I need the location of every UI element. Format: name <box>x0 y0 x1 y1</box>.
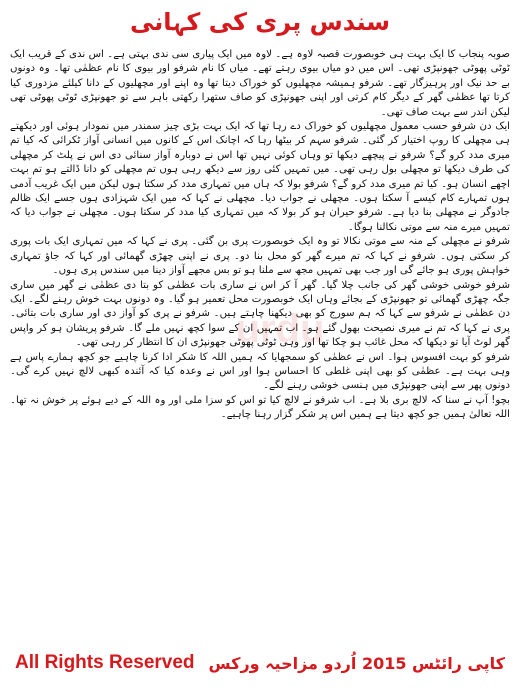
story-paragraph: شرفو خوشی خوشی گھر کی جانب چلا گیا۔ گھر آ کر اس نے ساری بات عظمٰی کو بتا دی عظمٰی نے گھر میں ساری جگہ چھڑی گھمائی تو جھونپڑی کے بجائے وہاں ایک خوبصورت محل تعمیر ہو گیا۔ وہ دونوں بہت خوش رہنے لگے۔ ایک دن عظمٰی نے شرفو سے کہا کہ ہم سورج کو بھی دیکھنا چاہتے ہیں۔ شرفو نے پری کو آواز دی اور ساری بات بتائی۔ پری نے کہا کہ تم نے میری نصیحت بھول گئے ہو۔ اب تمہیں ان کے سوا کچھ نہیں ملے گا۔ شرفو پریشان ہو کر واپس گھر لوٹ آیا تو دیکھا کہ محل غائب ہو چکا تھا اور وہی ٹوٹی پھوٹی جھونپڑی ان کا انتظار کر رہی تھی۔ <box>10 279 510 349</box>
svg-text:urdu: urdu <box>235 307 325 351</box>
story-title: سندس پری کی کہانی <box>130 8 390 36</box>
story-body <box>10 48 510 616</box>
copyright-footer <box>0 648 520 678</box>
story-paragraph: شرفو کو بہت افسوس ہوا۔ اس نے عظمٰی کو سمجھایا کہ ہمیں اللہ کا شکر ادا کرنا چاہیے جو کچھ ہمارے پاس ہے وہی بہت ہے۔ عظمٰی کو بھی اپنی غلطی کا احساس ہوا اور اس نے وعدہ کیا کہ آئندہ کبھی لالچ نہیں کرے گی۔ دونوں پھر سے اپنی جھونپڑی میں ہنسی خوشی رہنے لگے۔ <box>10 351 510 392</box>
story-paragraph: بچو! آپ نے سنا کہ لالچ بری بلا ہے۔ اب شرفو نے لالچ کیا تو اس کو سزا ملی اور وہ اللہ کے دیے ہوئے پر خوش نہ تھا۔ اللہ تعالیٰ ہمیں جو کچھ دیتا ہے ہمیں اس پر شکر گزار رہنا چاہیے۔ <box>10 394 510 421</box>
story-paragraph: ایک دن شرفو حسب معمول مچھلیوں کو خوراک دے رہا تھا کہ ایک بہت بڑی چیز سمندر میں نمودار ہوئی اور دیکھتے ہی مچھلی کا روپ اختیار کر گئی۔ شرفو سہم کر بیٹھا رہا کہ اچانک اس کے کانوں میں انسانی آواز ٹکرائی کہ کیا تم میری مدد کرو گے؟ شرفو نے پیچھے دیکھا تو وہاں کوئی نہیں تھا اس نے دوبارہ آواز سنائی دی اس نے پلٹ کر مچھلی کی طرف دیکھا تو مچھلی بول رہی تھی۔ میں تمہیں کئی روز سے دیکھ رہی ہوں تم مچھلی کو دانا ڈالتے ہو تم بہت اچھے انسان ہو۔ کیا تم میری مدد کرو گے؟ شرفو بولا کہ ہاں میں تمہاری مدد کر سکتا ہوں لیکن میں ایک غریب آدمی ہوں تمہارے کام کیسے آ سکتا ہوں۔ مچھلی نے جواب دیا۔ مچھلی نے کہا کہ میں ایک شہزادی ہوں جسے ایک ظالم جادوگر نے مچھلی بنا دیا ہے۔ شرفو حیران ہو کر بولا کہ میں تمہاری کیا مدد کر سکتا ہوں۔ مچھلی نے جواب دیا کہ تمہیں میرے منہ سے موتی نکالنا ہوگا۔ <box>10 121 510 233</box>
rights-reserved-label: All Rights Reserved <box>15 652 195 673</box>
copyright-urdu-label: کاپی رائٹس 2015 اُردو مزاحیہ ورکس <box>208 653 505 673</box>
story-paragraph: صوبہ پنجاب کا ایک بہت ہی خوبصورت قصبہ لاوہ ہے۔ لاوہ میں ایک پیاری سی ندی بہتی ہے۔ اس ندی کے قریب ایک ٹوٹی پھوٹی جھونپڑی تھی۔ اس میں دو میاں بیوی رہتے تھے۔ میاں کا نام شرفو اور بیوی کا نام عظمٰی تھا۔ وہ دونوں بے حد نیک اور پرہیزگار تھے۔ شرفو ہمیشہ مچھلیوں کو خوراک دیتا تھا وہ اپنے اور مچھلیوں کے دانا کیلئے مزدوری کیا کرتا تھا عظمٰی گھر کے دیگر کام کرتی اور اپنی جھونپڑی کو صاف ستھرا رکھتی باہر سے تو جھونپڑی ٹوٹی پھوٹی تھی لیکن اندر سے بہت صاف تھی۔ <box>10 49 510 118</box>
story-paragraph: شرفو نے مچھلی کے منہ سے موتی نکالا تو وہ ایک خوبصورت پری بن گئی۔ پری نے کہا کہ میں تمہاری ایک بات پوری کر سکتی ہوں۔ شرفو نے کہا کہ تم میرے گھر کو محل بنا دو۔ پری نے اپنی چھڑی گھمائی اور کہا کہ جاؤ تمہاری خواہش پوری ہو جائے گی اور جب بھی تمہیں مجھ سے ملنا ہو تو بس مجھے آواز دینا میں سندس پری ہوں۔ <box>10 236 510 277</box>
